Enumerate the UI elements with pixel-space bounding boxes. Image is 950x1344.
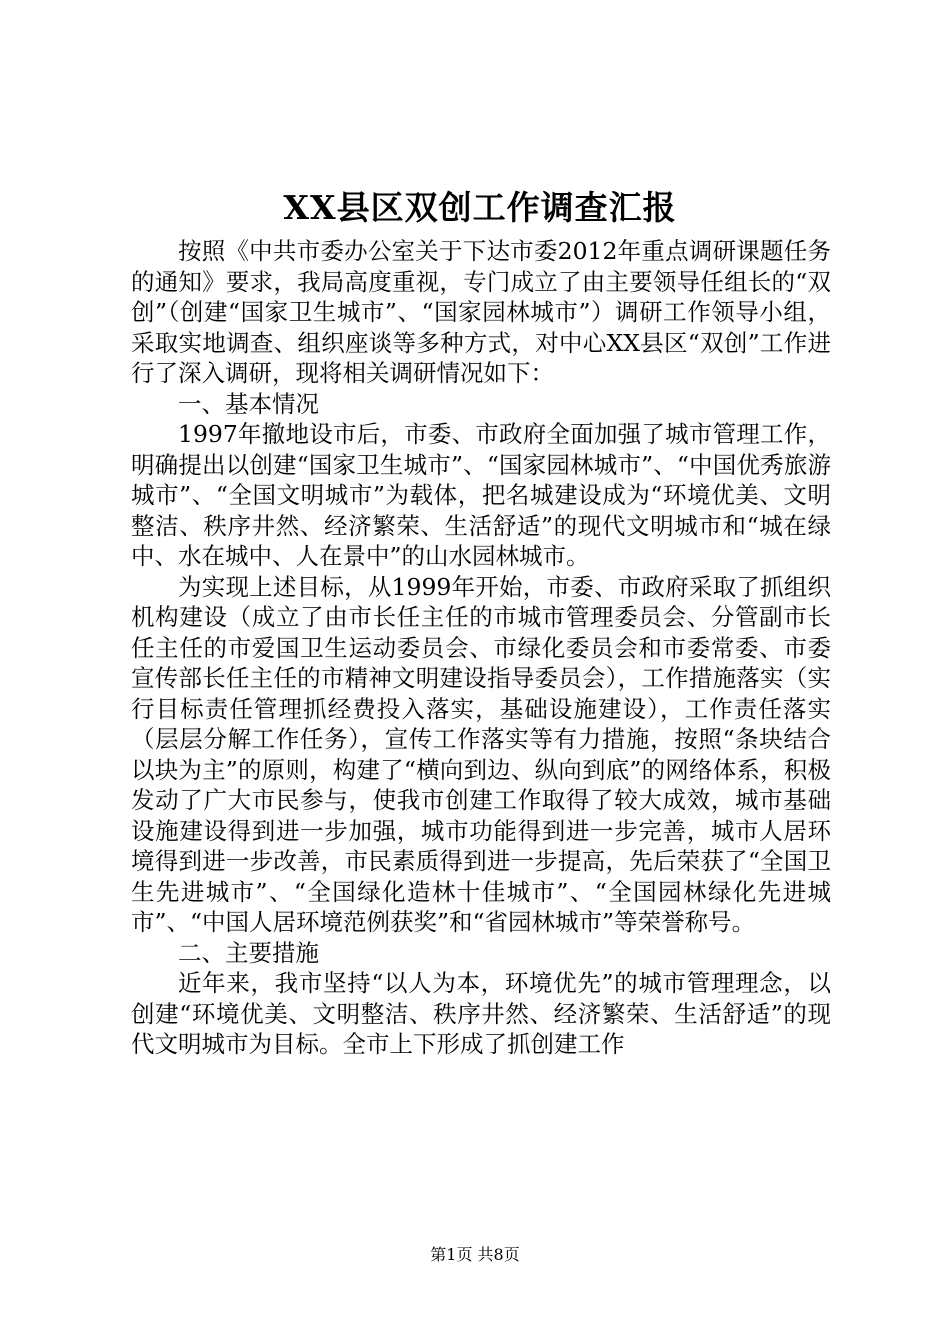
section-heading-main-measures: 二、主要措施 xyxy=(178,938,319,967)
document-body xyxy=(131,236,831,1060)
document-title: XX县区双创工作调查汇报 xyxy=(283,188,677,227)
body-paragraph: 为实现上述目标，从1999年开始，市委、市政府采取了抓组织机构建设（成立了由市长任主任的市城市管理委员会、分管副市长任主任的市爱国卫生运动委员会、市绿化委员会和市委常委、市委宣传部长任主任的市精神文明建设指导委员会），工作措施落实（实行目标责任管理抓经费投入落实，基础设施建设），工作责任落实（层层分解工作任务），宣传工作落实等有力措施，按照“条块结合以块为主”的原则，构建了“横向到边、纵向到底”的网络体系，积极发动了广大市民参与，使我市创建工作取得了较大成效，城市基础设施建设得到进一步加强，城市功能得到进一步完善，城市人居环境得到进一步改善，市民素质得到进一步提高，先后荣获了“全国卫生先进城市”、“全国绿化造林十佳城市”、“全国园林绿化先进城市”、“中国人居环境范例获奖”和“省园林城市”等荣誉称号。 xyxy=(131,572,831,936)
page-number-footer: 第1页 共8页 xyxy=(430,1245,520,1264)
body-paragraph: 1997年撤地设市后，市委、市政府全面加强了城市管理工作，明确提出以创建“国家卫生城市”、“国家园林城市”、“中国优秀旅游城市”、“全国文明城市”为载体，把名城建设成为“环境优美、文明整洁、秩序井然、经济繁荣、生活舒适”的现代文明城市和“城在绿中、水在城中、人在景中”的山水园林城市。 xyxy=(131,420,831,570)
intro-paragraph: 按照《中共市委办公室关于下达市委2012年重点调研课题任务的通知》要求，我局高度重视，专门成立了由主要领导任组长的“双创”（创建“国家卫生城市”、“国家园林城市”）调研工作领导小组，采取实地调查、组织座谈等多种方式，对中心XX县区“双创”工作进行了深入调研，现将相关调研情况如下： xyxy=(131,237,831,387)
body-paragraph: 近年来，我市坚持“以人为本，环境优先”的城市管理理念，以创建“环境优美、文明整洁、秩序井然、经济繁荣、生活舒适”的现代文明城市为目标。全市上下形成了抓创建工作 xyxy=(131,969,831,1058)
section-heading-basic-situation: 一、基本情况 xyxy=(178,389,319,418)
